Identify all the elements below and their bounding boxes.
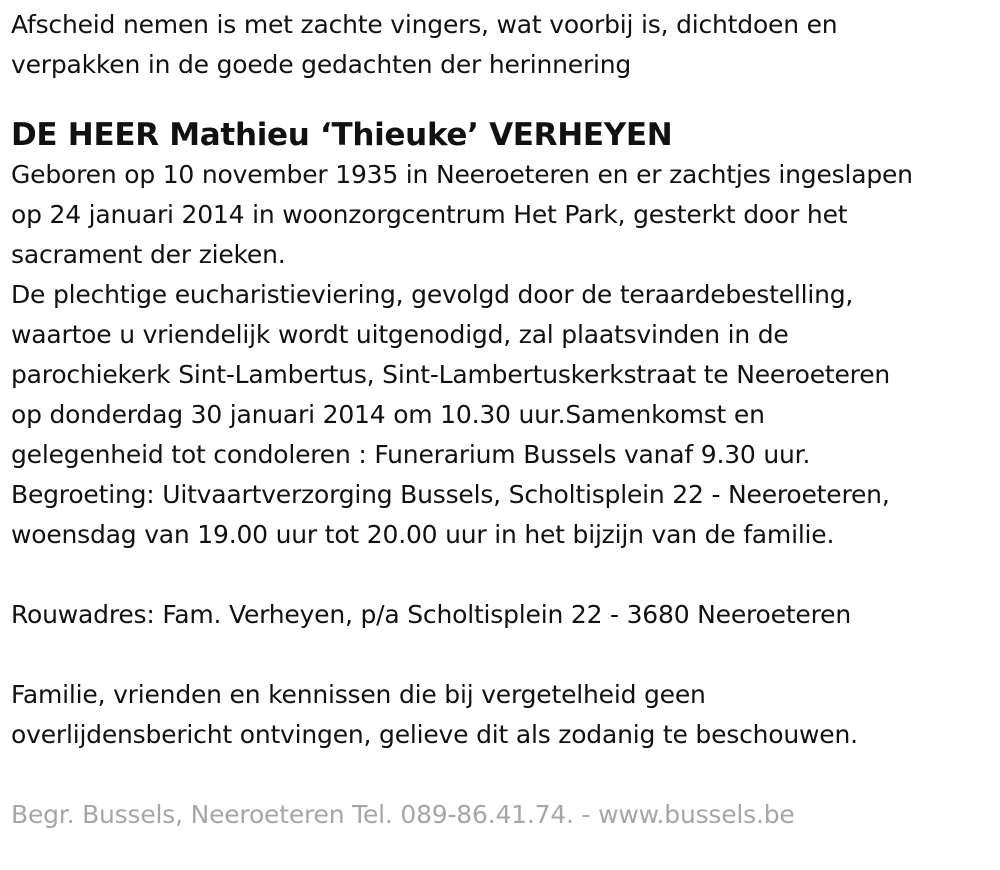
footer-contact: Begr. Bussels, Neeroeteren Tel. 089-86.41.74. - www.bussels.be (11, 800, 795, 829)
body-line: parochiekerk Sint-Lambertus, Sint-Lambertuskerkstraat te Neeroeteren (11, 360, 891, 389)
verse-line: Afscheid nemen is met zachte vingers, wat voorbij is, dichtdoen en (11, 10, 838, 39)
deceased-name: DE HEER Mathieu ‘Thieuke’ VERHEYEN (11, 117, 673, 153)
body-line: op 24 januari 2014 in woonzorgcentrum Het Park, gesterkt door het (11, 200, 848, 229)
body-line: Geboren op 10 november 1935 in Neeroeteren en er zachtjes ingeslapen (11, 160, 913, 189)
mourning-address: Rouwadres: Fam. Verheyen, p/a Scholtisplein 22 - 3680 Neeroeteren (11, 600, 851, 629)
body-line: gelegenheid tot condoleren : Funerarium Bussels vanaf 9.30 uur. (11, 440, 811, 469)
verse-line: verpakken in de goede gedachten der herinnering (11, 50, 632, 79)
body-line: Begroeting: Uitvaartverzorging Bussels, Scholtisplein 22 - Neeroeteren, (11, 480, 890, 509)
obituary-document (11, 0, 991, 835)
body-line: waartoe u vriendelijk wordt uitgenodigd, zal plaatsvinden in de (11, 320, 789, 349)
body-line: op donderdag 30 januari 2014 om 10.30 uur.Samenkomst en (11, 400, 765, 429)
notice-line: Familie, vrienden en kennissen die bij vergetelheid geen (11, 680, 706, 709)
body-line: woensdag van 19.00 uur tot 20.00 uur in het bijzijn van de familie. (11, 520, 835, 549)
body-line: sacrament der zieken. (11, 240, 286, 269)
notice-line: overlijdensbericht ontvingen, gelieve dit als zodanig te beschouwen. (11, 720, 858, 749)
body-line: De plechtige eucharistieviering, gevolgd door de teraardebestelling, (11, 280, 854, 309)
